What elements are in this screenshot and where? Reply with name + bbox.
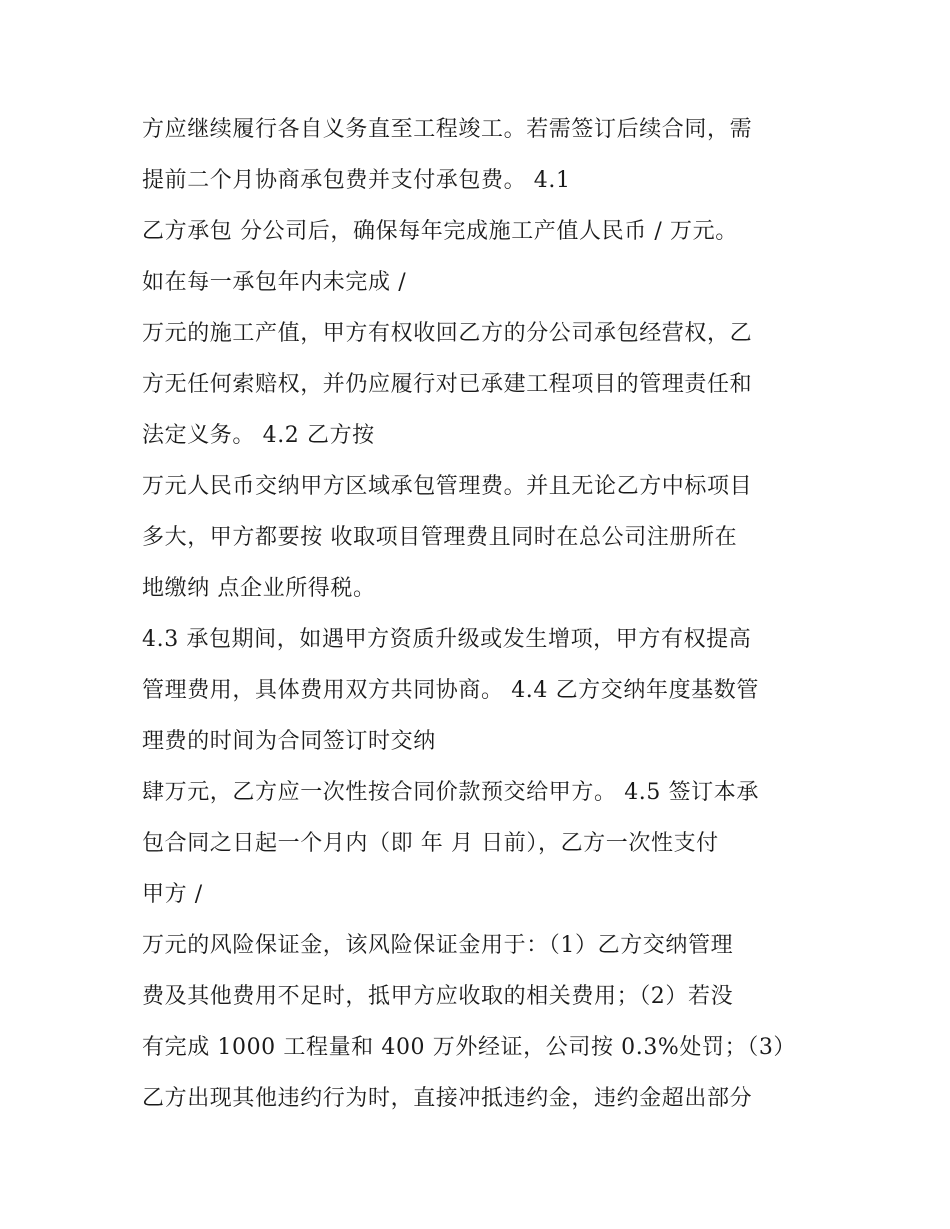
text-line: 方无任何索赔权，并仍应履行对已承建工程项目的管理责任和 [142,372,753,397]
text-line: 万元的风险保证金，该风险保证金用于：（1）乙方交纳管理 [142,933,734,958]
text-line: 包合同之日起一个月内（即 年 月 日前），乙方一次性支付 [142,831,719,856]
text-line: 费及其他费用不足时，抵甲方应收取的相关费用；（2）若没 [142,984,734,1009]
text-line: 乙方承包 分公司后，确保每年完成施工产值人民币 / 万元。 [142,219,738,244]
text-line: 万元的施工产值，甲方有权收回乙方的分公司承包经营权，乙 [142,321,753,346]
text-line: 乙方出现其他违约行为时，直接冲抵违约金，违约金超出部分 [142,1086,753,1111]
text-line: 4.3 承包期间，如遇甲方资质升级或发生增项，甲方有权提高 [142,627,752,652]
text-line: 有完成 1000 工程量和 400 万外经证，公司按 0.3%处罚；（3） [142,1035,797,1060]
text-line: 如在每一承包年内未完成 / [142,270,407,295]
text-line: 提前二个月协商承包费并支付承包费。 4.1 [142,168,571,193]
text-line: 地缴纳 点企业所得税。 [142,576,376,601]
text-line: 管理费用，具体费用双方共同协商。 4.4 乙方交纳年度基数管 [142,678,759,703]
text-line: 方应继续履行各自义务直至工程竣工。若需签订后续合同，需 [142,117,753,142]
text-line: 甲方 / [142,882,203,907]
text-line: 多大，甲方都要按 收取项目管理费且同时在总公司注册所在 [142,525,738,550]
text-line: 万元人民币交纳甲方区域承包管理费。并且无论乙方中标项目 [142,474,753,499]
text-line: 理费的时间为合同签订时交纳 [142,729,436,754]
contract-text [142,104,832,1124]
text-line: 法定义务。 4.2 乙方按 [142,423,375,448]
text-line: 肆万元，乙方应一次性按合同价款预交给甲方。 4.5 签订本承 [142,780,759,805]
